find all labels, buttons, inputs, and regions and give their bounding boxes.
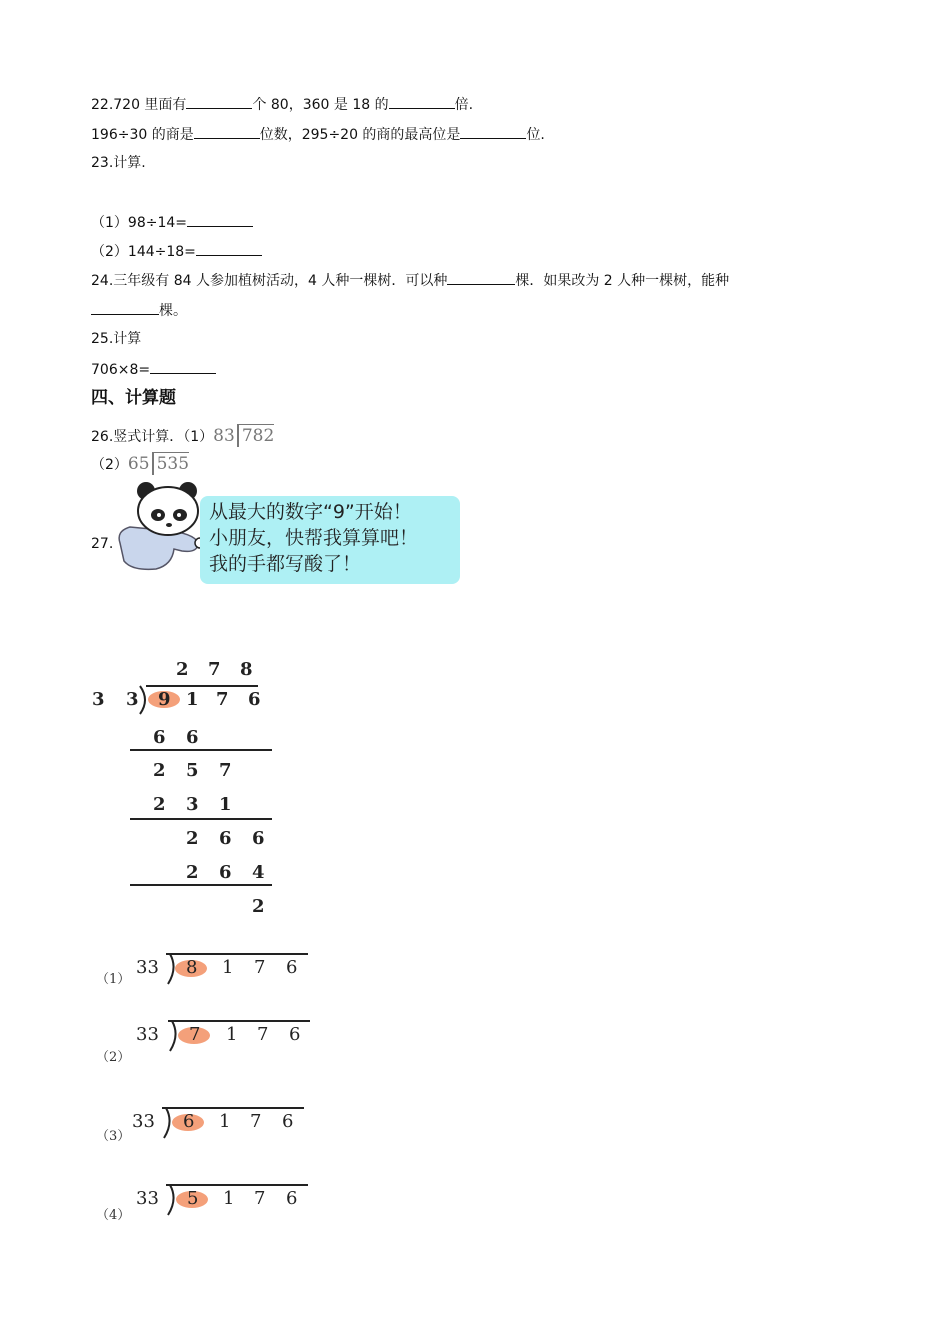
option-digit: 6 bbox=[289, 1024, 301, 1045]
q26-label: 26.竖式计算．（1） bbox=[91, 429, 214, 445]
panda-illustration bbox=[112, 481, 208, 573]
step-digit: 2 bbox=[153, 760, 166, 781]
option-digit: 1 bbox=[223, 1188, 235, 1209]
subtraction-line bbox=[130, 884, 272, 886]
answer-blank[interactable] bbox=[447, 270, 515, 285]
remainder-digit: 2 bbox=[252, 896, 265, 917]
q22-text-b: 个 80，360 是 18 的 bbox=[252, 97, 389, 113]
answer-blank[interactable] bbox=[150, 359, 216, 374]
step-digit: 6 bbox=[153, 727, 166, 748]
step-digit: 1 bbox=[219, 794, 232, 815]
bubble-line: 我的手都写酸了！ bbox=[209, 553, 362, 575]
q24-line2 bbox=[91, 300, 187, 321]
option-digit: 6 bbox=[286, 957, 298, 978]
q22-text-e: 位数，295÷20 的商的最高位是 bbox=[259, 127, 461, 143]
divisor: 65 bbox=[127, 454, 150, 474]
subtraction-line bbox=[130, 749, 272, 751]
option-label: （1） bbox=[96, 972, 131, 987]
step-digit: 6 bbox=[219, 828, 232, 849]
section-heading: 四、计算题 bbox=[91, 388, 176, 408]
option-divisor: 33 bbox=[136, 957, 159, 978]
dividend-digit: 9 bbox=[158, 689, 171, 710]
option-label: （3） bbox=[96, 1129, 131, 1144]
option-first-digit: 5 bbox=[187, 1188, 199, 1209]
option-digit: 7 bbox=[257, 1024, 269, 1045]
bubble-line: 小朋友，快帮我算算吧！ bbox=[209, 527, 419, 549]
quotient-digit: 2 bbox=[176, 659, 189, 680]
q22-line2 bbox=[91, 124, 545, 145]
quotient-digit: 7 bbox=[208, 659, 221, 680]
option-divisor: 33 bbox=[136, 1188, 159, 1209]
step-digit: 2 bbox=[153, 794, 166, 815]
step-digit: 7 bbox=[219, 760, 232, 781]
q24-text-c: 棵。 bbox=[159, 303, 187, 319]
option-label: （4） bbox=[96, 1208, 131, 1223]
option-divisor: 33 bbox=[132, 1111, 155, 1132]
q25-expr bbox=[91, 359, 216, 380]
q22-text-a: 22.720 里面有 bbox=[91, 97, 187, 113]
q26-label2: （2） bbox=[91, 457, 128, 473]
option-digit: 1 bbox=[219, 1111, 231, 1132]
step-digit: 6 bbox=[252, 828, 265, 849]
answer-blank[interactable] bbox=[91, 300, 159, 315]
q26-line2 bbox=[91, 452, 189, 476]
answer-blank[interactable] bbox=[389, 94, 455, 109]
q22-line1 bbox=[91, 94, 473, 115]
option-digit: 7 bbox=[254, 1188, 266, 1209]
q23-item1-text: （1）98÷14= bbox=[91, 215, 187, 231]
dividend-digit: 6 bbox=[248, 689, 261, 710]
dividend-digit: 1 bbox=[186, 689, 199, 710]
option-label: （2） bbox=[96, 1050, 131, 1065]
q23-item2-text: （2）144÷18= bbox=[91, 244, 196, 260]
q23-title: 23.计算. bbox=[91, 155, 146, 171]
q22-text-c: 倍. bbox=[454, 97, 474, 113]
q25-title: 25.计算 bbox=[91, 331, 142, 347]
divisor-digit: 3 bbox=[92, 689, 105, 710]
option-first-digit: 7 bbox=[189, 1024, 201, 1045]
option-digit: 1 bbox=[222, 957, 234, 978]
quotient-digit: 8 bbox=[240, 659, 253, 680]
answer-blank[interactable] bbox=[187, 212, 253, 227]
q25-expr-text: 706×8= bbox=[91, 362, 151, 378]
q24-text-a: 24.三年级有 84 人参加植树活动，4 人种一棵树．可以种 bbox=[91, 273, 448, 289]
inline-division-1 bbox=[213, 426, 274, 446]
option-digit: 6 bbox=[282, 1111, 294, 1132]
q26-line1 bbox=[91, 424, 274, 448]
q23-item2 bbox=[91, 241, 262, 262]
step-digit: 5 bbox=[186, 760, 199, 781]
q27-label: 27. bbox=[91, 536, 114, 552]
q23-item1 bbox=[91, 212, 253, 233]
q24-text-b: 棵．如果改为 2 人种一棵树，能种 bbox=[515, 273, 730, 289]
subtraction-line bbox=[130, 818, 272, 820]
option-digit: 1 bbox=[226, 1024, 238, 1045]
option-first-digit: 6 bbox=[183, 1111, 195, 1132]
step-digit: 6 bbox=[219, 862, 232, 883]
option-digit: 7 bbox=[250, 1111, 262, 1132]
option-digit: 6 bbox=[286, 1188, 298, 1209]
answer-blank[interactable] bbox=[196, 241, 262, 256]
option-first-digit: 8 bbox=[186, 957, 198, 978]
answer-blank[interactable] bbox=[194, 124, 260, 139]
division-bar bbox=[146, 685, 258, 687]
bubble-line: 从最大的数字“9”开始！ bbox=[209, 501, 412, 523]
option-digit: 7 bbox=[254, 957, 266, 978]
divisor: 83 bbox=[213, 426, 235, 446]
option-divisor: 33 bbox=[136, 1024, 159, 1045]
q22-text-d: 196÷30 的商是 bbox=[91, 127, 194, 143]
inline-division-2 bbox=[128, 454, 189, 474]
answer-blank[interactable] bbox=[460, 124, 526, 139]
speech-bubble bbox=[200, 496, 460, 584]
dividend-digit: 7 bbox=[216, 689, 229, 710]
q22-text-f: 位. bbox=[526, 127, 545, 143]
dividend: 535 bbox=[152, 452, 189, 475]
step-digit: 2 bbox=[186, 828, 199, 849]
step-digit: 2 bbox=[186, 862, 199, 883]
divisor-digit: 3 bbox=[126, 689, 139, 710]
step-digit: 4 bbox=[252, 862, 265, 883]
dividend: 782 bbox=[237, 424, 274, 447]
step-digit: 6 bbox=[186, 727, 199, 748]
answer-blank[interactable] bbox=[186, 94, 252, 109]
q24-line1 bbox=[91, 270, 729, 291]
step-digit: 3 bbox=[186, 794, 199, 815]
